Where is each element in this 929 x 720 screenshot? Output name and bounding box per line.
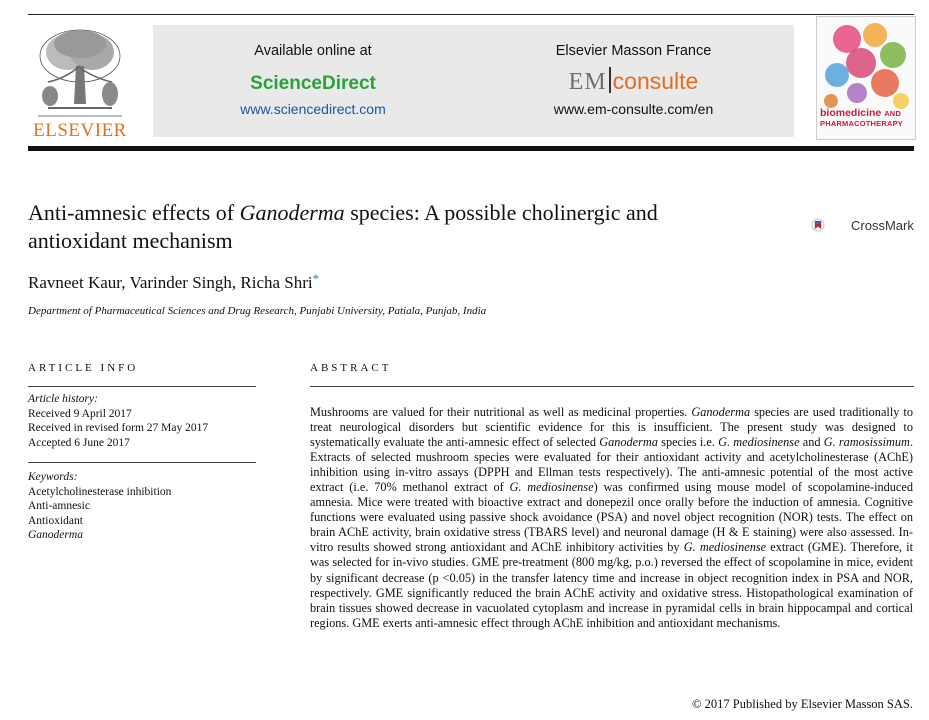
sciencedirect-link[interactable]: www.sciencedirect.com — [240, 101, 386, 117]
elsevier-wordmark: ELSEVIER — [33, 120, 127, 141]
keyword-item: Antioxidant — [28, 514, 83, 527]
sciencedirect-logo[interactable]: ScienceDirect — [250, 73, 376, 94]
em-logo-divider — [609, 67, 611, 93]
keyword-item: Ganoderma — [28, 529, 83, 541]
em-logo-right: consulte — [612, 68, 699, 94]
history-item: Accepted 6 June 2017 — [28, 436, 130, 449]
em-publisher-text: Elsevier Masson France — [555, 43, 712, 59]
title-genus: Ganoderma — [239, 200, 345, 225]
available-online-text: Available online at — [254, 43, 372, 59]
cover-title-line2: PHARMACOTHERAPY — [820, 119, 904, 128]
abstract-text: Mushrooms are valued for their nutritional as well as medicinal properties. Ganoderma species are used traditionally to treat neurological disorders but scientific evidence for this is insufficient. The present study was designed to systematically evaluate the anti-amnesic effect of selected Ganoderma species i.e. G. mediosinense and G. ramosissimum. Extracts of selected mushroom species were evaluated for their antioxidant activity and acetylcholinesterase (AChE) inhibition using in-vitro assays (DPPH and Ellman tests respectively). The anti-amnesic potential of the most active extract (i.e. 70% methanol extract of G. mediosinense) was confirmed using mouse model of scopolamine-induced amnesia. Mice were treated with bioactive extract and donepezil once orally before the induction of amnesia. Cognitive functions were evaluated using passive shock avoidance (PSA) and novel object recognition (NOR) tests. The effect on brain AChE activity, brain oxidative stress (TBARS level) and neuronal damage (H & E staining) were also assessed. In-vitro results showed strong antioxidant and AChE inhibitory activities by G. mediosinense extract (GME). Therefore, it was selected for in-vivo studies. GME pre-treatment (800 mg/kg, p.o.) reversed the effect of scopolamine in mice, evident by significant decrease (p <0.05) in the transfer latency time and increase in object recognition index in PSA and NOR, respectively. GME significantly reduced the brain AChE activity and oxidative stress. Histopathological examination of brain tissues showed decrease in vacuolated cytoplasm and increase in pyramidal cells in brain hippocampal and cortical regions. GME exerts anti-amnesic effect through AChE inhibition and antioxidant mechanisms. — [310, 405, 914, 630]
history-label: Article history: — [28, 393, 98, 405]
header-rule — [28, 146, 914, 151]
keyword-item: Acetylcholinesterase inhibition — [28, 485, 172, 498]
cover-title-and: AND — [884, 109, 902, 118]
keywords-label: Keywords: — [28, 471, 78, 483]
article-info-heading: ARTICLE INFO — [28, 362, 139, 374]
keywords-rule — [28, 462, 256, 463]
article-info-rule — [28, 386, 256, 387]
em-consulte-logo[interactable] — [473, 67, 794, 97]
abstract-rule — [310, 386, 914, 387]
history-item: Received 9 April 2017 — [28, 407, 132, 420]
corresponding-author-mark[interactable]: * — [312, 271, 320, 286]
availability-banner — [153, 25, 794, 137]
affiliation: Department of Pharmaceutical Sciences and Drug Research, Punjabi University, Patiala, Punjab, India — [28, 305, 487, 317]
crossmark-icon[interactable] — [810, 205, 850, 245]
history-item: Received in revised form 27 May 2017 — [28, 422, 209, 434]
copyright-notice: © 2017 Published by Elsevier Masson SAS. — [692, 697, 913, 711]
abstract-heading: ABSTRACT — [310, 362, 392, 374]
em-logo-left: EM — [568, 69, 607, 95]
author-list: Ravneet Kaur, Varinder Singh, Richa Shri* — [28, 271, 320, 292]
top-rule — [28, 14, 914, 15]
keywords-block — [28, 470, 171, 543]
article-title: Anti-amnesic effects of Ganoderma species: A possible cholinergic and antioxidant mechanism — [28, 200, 658, 253]
em-consulte-link[interactable]: www.em-consulte.com/en — [553, 101, 714, 117]
cover-title-line1: biomedicine — [820, 107, 882, 119]
journal-cover-title — [820, 108, 914, 129]
keyword-item: Anti-amnesic — [28, 500, 90, 512]
article-history — [28, 392, 208, 450]
crossmark-label[interactable]: CrossMark — [851, 218, 914, 233]
